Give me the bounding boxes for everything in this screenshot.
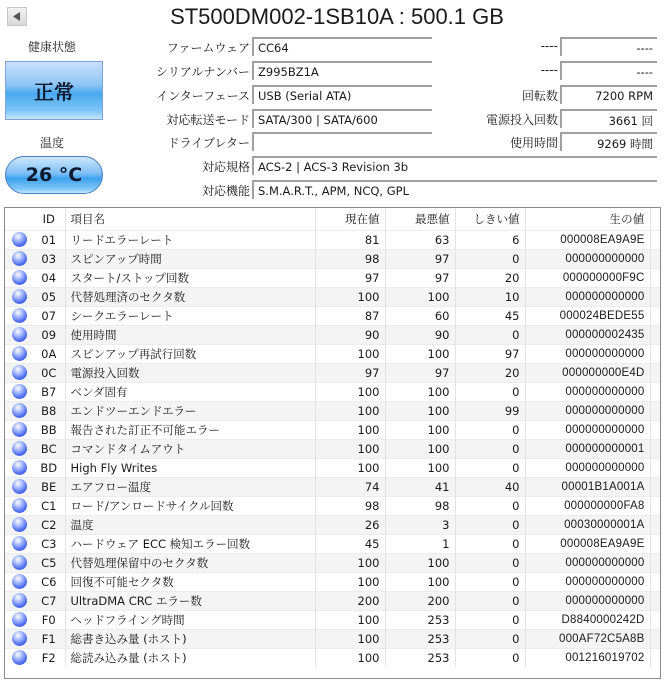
attr-current: 97	[315, 268, 385, 287]
attr-current: 100	[315, 287, 385, 306]
row-spacer	[650, 496, 660, 515]
attr-id: 04	[33, 268, 65, 287]
status-cell	[5, 591, 33, 610]
attr-raw: 000000000F9C	[525, 268, 650, 287]
status-dot-icon	[12, 327, 27, 342]
status-cell	[5, 610, 33, 629]
row-spacer	[650, 401, 660, 420]
attr-raw: 000AF72C5A8B	[525, 629, 650, 648]
rpm-label: 回転数	[521, 89, 558, 103]
status-cell	[5, 249, 33, 268]
status-dot-icon	[12, 517, 27, 532]
attr-current: 97	[315, 363, 385, 382]
attr-raw: 000008EA9A9E	[525, 230, 650, 249]
attr-threshold: 0	[455, 458, 525, 477]
attr-name: エアフロー温度	[65, 477, 315, 496]
attr-worst: 100	[385, 572, 455, 591]
firmware-label: ファームウェア	[166, 41, 250, 55]
attr-worst: 100	[385, 553, 455, 572]
row-spacer	[650, 382, 660, 401]
attr-name: 温度	[65, 515, 315, 534]
temperature-badge[interactable]: 26 °C	[5, 156, 103, 194]
attr-raw: 000000000001	[525, 439, 650, 458]
attr-id: C7	[33, 591, 65, 610]
attr-threshold: 10	[455, 287, 525, 306]
attr-worst: 41	[385, 477, 455, 496]
table-row[interactable]	[5, 401, 660, 420]
attr-threshold: 97	[455, 344, 525, 363]
table-row[interactable]	[5, 268, 660, 287]
attr-current: 100	[315, 648, 385, 667]
attr-raw: 000000000000	[525, 572, 650, 591]
status-dot-icon	[12, 498, 27, 513]
status-cell	[5, 325, 33, 344]
table-row[interactable]	[5, 572, 660, 591]
attr-current: 100	[315, 401, 385, 420]
attr-threshold: 0	[455, 515, 525, 534]
attr-current: 100	[315, 344, 385, 363]
attr-name: 電源投入回数	[65, 363, 315, 382]
attr-current: 45	[315, 534, 385, 553]
table-row[interactable]	[5, 648, 660, 667]
status-cell	[5, 629, 33, 648]
status-cell	[5, 306, 33, 325]
attr-raw: 000000000000	[525, 553, 650, 572]
attr-current: 100	[315, 439, 385, 458]
interface-field: USB (Serial ATA)	[252, 85, 432, 104]
attr-id: 0A	[33, 344, 65, 363]
status-dot-icon	[12, 460, 27, 475]
interface-label: インターフェース	[156, 89, 250, 103]
attr-id: C2	[33, 515, 65, 534]
attr-raw: 000000000FA8	[525, 496, 650, 515]
attr-current: 200	[315, 591, 385, 610]
attr-current: 100	[315, 458, 385, 477]
row-spacer	[650, 629, 660, 648]
attr-raw: 000000002435	[525, 325, 650, 344]
attr-current: 98	[315, 496, 385, 515]
attr-threshold: 20	[455, 363, 525, 382]
unknown-label-1: ----	[540, 39, 558, 53]
attr-name: ロード/アンロードサイクル回数	[65, 496, 315, 515]
drive-letter-label: ドライブレター	[167, 136, 250, 150]
table-row[interactable]	[5, 287, 660, 306]
col-id[interactable]: ID	[33, 208, 65, 230]
attr-id: C5	[33, 553, 65, 572]
attr-name: ベンダ固有	[65, 382, 315, 401]
attr-worst: 97	[385, 268, 455, 287]
attr-name: 総読み込み量 (ホスト)	[65, 648, 315, 667]
attr-name: 報告された訂正不可能エラー	[65, 420, 315, 439]
row-spacer	[650, 306, 660, 325]
status-cell	[5, 287, 33, 306]
row-spacer	[650, 610, 660, 629]
row-spacer	[650, 591, 660, 610]
attr-id: B7	[33, 382, 65, 401]
status-cell	[5, 401, 33, 420]
power-on-hours-label: 使用時間	[509, 136, 558, 150]
attr-current: 100	[315, 420, 385, 439]
status-cell	[5, 553, 33, 572]
attr-id: F2	[33, 648, 65, 667]
status-dot-icon	[12, 232, 27, 247]
attr-worst: 100	[385, 439, 455, 458]
row-spacer	[650, 515, 660, 534]
row-spacer	[650, 477, 660, 496]
table-row[interactable]	[5, 439, 660, 458]
row-spacer	[650, 534, 660, 553]
features-field: S.M.A.R.T., APM, NCQ, GPL	[252, 180, 657, 199]
row-spacer	[650, 363, 660, 382]
attr-id: BB	[33, 420, 65, 439]
col-raw[interactable]: 生の値	[525, 208, 650, 230]
status-dot-icon	[12, 289, 27, 304]
standard-label: 対応規格	[201, 160, 250, 174]
attr-current: 100	[315, 629, 385, 648]
attr-raw: 000000000000	[525, 249, 650, 268]
attr-current: 100	[315, 572, 385, 591]
status-cell	[5, 268, 33, 287]
power-on-count-label: 電源投入回数	[485, 113, 558, 127]
attr-raw: 000000000000	[525, 458, 650, 477]
attr-worst: 98	[385, 496, 455, 515]
status-cell	[5, 458, 33, 477]
col-status[interactable]	[5, 208, 33, 230]
unknown-field-1: ----	[560, 37, 657, 56]
attr-name: エンドツーエンドエラー	[65, 401, 315, 420]
attr-worst: 100	[385, 458, 455, 477]
row-spacer	[650, 249, 660, 268]
serial-label: シリアルナンバー	[155, 65, 250, 79]
attr-id: F1	[33, 629, 65, 648]
table-row[interactable]	[5, 363, 660, 382]
table-row[interactable]	[5, 534, 660, 553]
attr-name: 代替処理済のセクタ数	[65, 287, 315, 306]
health-status-label: 健康状態	[27, 40, 76, 54]
table-row[interactable]	[5, 306, 660, 325]
attr-threshold: 40	[455, 477, 525, 496]
attr-name: ヘッドフライング時間	[65, 610, 315, 629]
status-dot-icon	[12, 251, 27, 266]
attr-current: 100	[315, 553, 385, 572]
status-dot-icon	[12, 593, 27, 608]
row-spacer	[650, 572, 660, 591]
row-spacer	[650, 344, 660, 363]
table-row[interactable]	[5, 496, 660, 515]
attr-threshold: 0	[455, 382, 525, 401]
attr-raw: 000024BEDE55	[525, 306, 650, 325]
status-cell	[5, 344, 33, 363]
attr-threshold: 0	[455, 534, 525, 553]
table-row[interactable]	[5, 591, 660, 610]
attr-current: 100	[315, 382, 385, 401]
attr-raw: 00030000001A	[525, 515, 650, 534]
attr-threshold: 0	[455, 325, 525, 344]
power-on-hours-field: 9269 時間	[560, 132, 657, 151]
attr-raw: 000000000000	[525, 420, 650, 439]
attr-name: ハードウェア ECC 検知エラー回数	[65, 534, 315, 553]
attr-worst: 60	[385, 306, 455, 325]
row-spacer	[650, 287, 660, 306]
table-row[interactable]	[5, 382, 660, 401]
table-row[interactable]	[5, 629, 660, 648]
attr-threshold: 20	[455, 268, 525, 287]
attr-threshold: 0	[455, 420, 525, 439]
attr-worst: 100	[385, 287, 455, 306]
attr-name: 代替処理保留中のセクタ数	[65, 553, 315, 572]
status-cell	[5, 230, 33, 249]
table-row[interactable]	[5, 553, 660, 572]
temperature-label: 温度	[39, 136, 64, 150]
attr-name: スピンアップ時間	[65, 249, 315, 268]
table-row[interactable]	[5, 515, 660, 534]
attr-name: UltraDMA CRC エラー数	[65, 591, 315, 610]
firmware-field: CC64	[252, 37, 432, 56]
attr-worst: 97	[385, 363, 455, 382]
smart-table[interactable]	[4, 207, 661, 679]
table-row[interactable]	[5, 325, 660, 344]
status-dot-icon	[12, 270, 27, 285]
status-dot-icon	[12, 346, 27, 361]
attr-worst: 253	[385, 629, 455, 648]
attr-name: 使用時間	[65, 325, 315, 344]
status-dot-icon	[12, 536, 27, 551]
attr-current: 26	[315, 515, 385, 534]
attr-worst: 97	[385, 249, 455, 268]
status-cell	[5, 363, 33, 382]
attr-current: 74	[315, 477, 385, 496]
attr-threshold: 6	[455, 230, 525, 249]
attr-raw: D8840000242D	[525, 610, 650, 629]
attr-worst: 90	[385, 325, 455, 344]
attr-threshold: 0	[455, 648, 525, 667]
status-cell	[5, 648, 33, 667]
attr-id: B8	[33, 401, 65, 420]
attr-threshold: 0	[455, 439, 525, 458]
attr-threshold: 0	[455, 496, 525, 515]
attr-current: 98	[315, 249, 385, 268]
health-status-badge[interactable]: 正常	[5, 61, 103, 120]
attr-id: BC	[33, 439, 65, 458]
drive-letter-field	[252, 132, 432, 151]
row-spacer	[650, 325, 660, 344]
status-dot-icon	[12, 612, 27, 627]
attr-name: 総書き込み量 (ホスト)	[65, 629, 315, 648]
row-spacer	[650, 648, 660, 667]
attr-name: High Fly Writes	[65, 458, 315, 477]
attr-worst: 63	[385, 230, 455, 249]
attr-worst: 100	[385, 344, 455, 363]
attr-raw: 001216019702	[525, 648, 650, 667]
table-row[interactable]	[5, 230, 660, 249]
attr-current: 81	[315, 230, 385, 249]
row-spacer	[650, 268, 660, 287]
status-dot-icon	[12, 574, 27, 589]
attr-id: 09	[33, 325, 65, 344]
attr-raw: 000000000000	[525, 591, 650, 610]
status-dot-icon	[12, 403, 27, 418]
unknown-label-2: ----	[540, 63, 558, 77]
transfer-mode-label: 対応転送モード	[166, 113, 250, 127]
attr-id: F0	[33, 610, 65, 629]
attr-worst: 100	[385, 382, 455, 401]
attr-worst: 1	[385, 534, 455, 553]
row-spacer	[650, 439, 660, 458]
status-dot-icon	[12, 479, 27, 494]
attr-name: リードエラーレート	[65, 230, 315, 249]
attr-name: スタート/ストップ回数	[65, 268, 315, 287]
col-name[interactable]: 項目名	[65, 208, 315, 230]
attr-id: 01	[33, 230, 65, 249]
attr-raw: 000000000000	[525, 344, 650, 363]
attr-name: スピンアップ再試行回数	[65, 344, 315, 363]
attr-id: BD	[33, 458, 65, 477]
attr-raw: 00001B1A001A	[525, 477, 650, 496]
attr-current: 87	[315, 306, 385, 325]
attr-name: コマンドタイムアウト	[65, 439, 315, 458]
attr-raw: 000000000E4D	[525, 363, 650, 382]
row-spacer	[650, 458, 660, 477]
col-threshold[interactable]: しきい値	[455, 208, 525, 230]
status-dot-icon	[12, 631, 27, 646]
attr-threshold: 0	[455, 591, 525, 610]
col-current[interactable]: 現在値	[315, 208, 385, 230]
attr-id: 03	[33, 249, 65, 268]
table-row[interactable]	[5, 420, 660, 439]
row-spacer	[650, 420, 660, 439]
status-cell	[5, 572, 33, 591]
table-row[interactable]	[5, 477, 660, 496]
attr-raw: 000000000000	[525, 287, 650, 306]
attr-threshold: 0	[455, 610, 525, 629]
status-dot-icon	[12, 422, 27, 437]
attr-id: 05	[33, 287, 65, 306]
attr-threshold: 45	[455, 306, 525, 325]
status-dot-icon	[12, 308, 27, 323]
features-label: 対応機能	[201, 184, 250, 198]
attr-threshold: 0	[455, 249, 525, 268]
status-cell	[5, 477, 33, 496]
attr-worst: 253	[385, 648, 455, 667]
row-spacer	[650, 230, 660, 249]
disk-title: ST500DM002-1SB10A : 500.1 GB	[170, 4, 504, 29]
attr-threshold: 99	[455, 401, 525, 420]
attr-worst: 253	[385, 610, 455, 629]
table-header	[5, 208, 660, 230]
table-row[interactable]	[5, 249, 660, 268]
attr-id: C6	[33, 572, 65, 591]
status-cell	[5, 382, 33, 401]
attr-id: BE	[33, 477, 65, 496]
status-cell	[5, 496, 33, 515]
attr-id: C3	[33, 534, 65, 553]
standard-field: ACS-2 | ACS-3 Revision 3b	[252, 156, 657, 175]
status-cell	[5, 534, 33, 553]
status-cell	[5, 515, 33, 534]
attr-worst: 100	[385, 401, 455, 420]
status-dot-icon	[12, 441, 27, 456]
attr-worst: 200	[385, 591, 455, 610]
rpm-field: 7200 RPM	[560, 85, 657, 104]
status-dot-icon	[12, 650, 27, 665]
row-spacer	[650, 553, 660, 572]
attr-worst: 3	[385, 515, 455, 534]
transfer-mode-field: SATA/300 | SATA/600	[252, 109, 432, 128]
attr-id: 0C	[33, 363, 65, 382]
attr-id: 07	[33, 306, 65, 325]
table-row[interactable]	[5, 458, 660, 477]
attr-current: 90	[315, 325, 385, 344]
attr-id: C1	[33, 496, 65, 515]
attr-threshold: 0	[455, 572, 525, 591]
attr-name: 回復不可能セクタ数	[65, 572, 315, 591]
col-spacer	[650, 208, 660, 230]
unknown-field-2: ----	[560, 61, 657, 80]
status-dot-icon	[12, 384, 27, 399]
attr-raw: 000008EA9A9E	[525, 534, 650, 553]
status-cell	[5, 439, 33, 458]
attr-threshold: 0	[455, 629, 525, 648]
table-row[interactable]	[5, 344, 660, 363]
col-worst[interactable]: 最悪値	[385, 208, 455, 230]
attr-raw: 000000000000	[525, 382, 650, 401]
attr-threshold: 0	[455, 553, 525, 572]
status-cell	[5, 420, 33, 439]
serial-field: Z995BZ1A	[252, 61, 432, 80]
attr-name: シークエラーレート	[65, 306, 315, 325]
attr-worst: 100	[385, 420, 455, 439]
status-dot-icon	[12, 365, 27, 380]
attr-current: 100	[315, 610, 385, 629]
power-on-count-field: 3661 回	[560, 109, 657, 128]
status-dot-icon	[12, 555, 27, 570]
table-row[interactable]	[5, 610, 660, 629]
attr-raw: 000000000000	[525, 401, 650, 420]
